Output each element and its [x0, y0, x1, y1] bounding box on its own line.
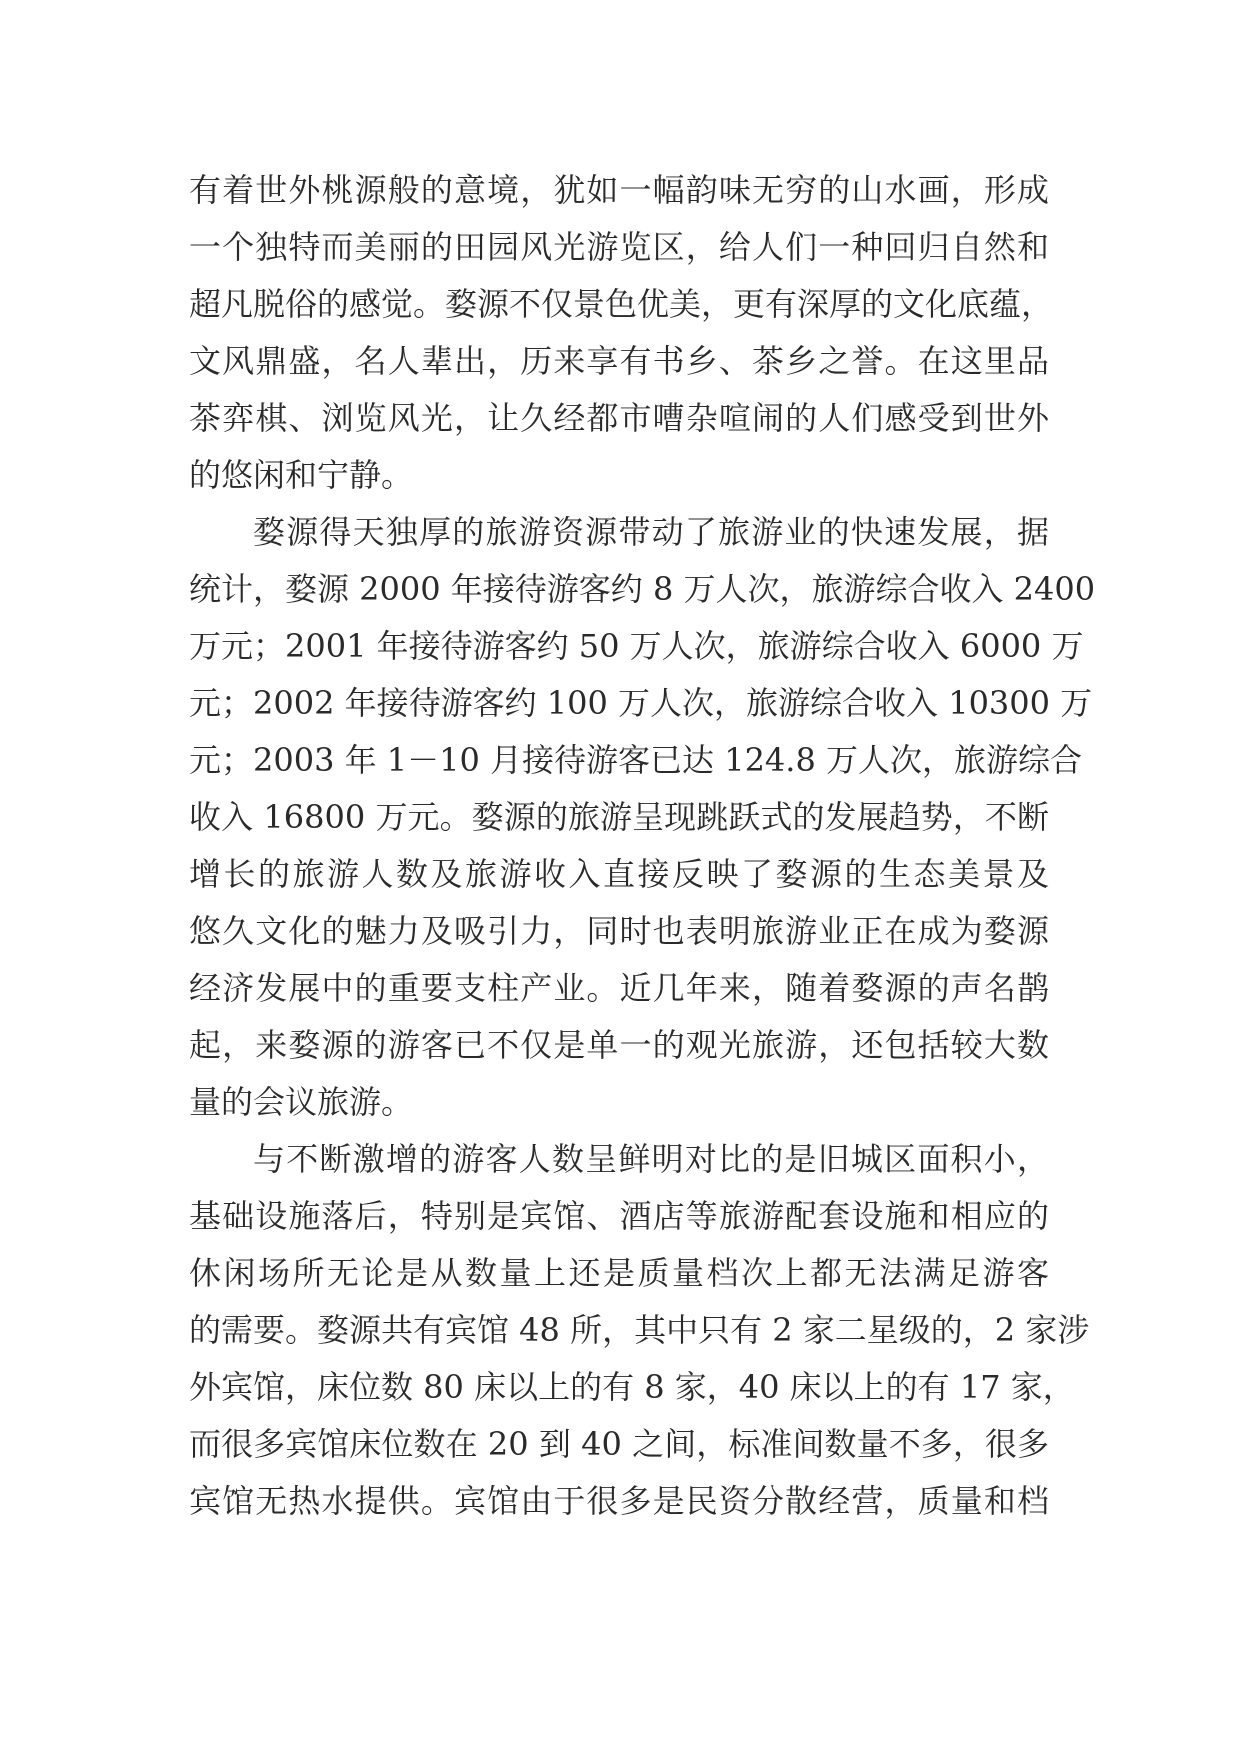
text-line: 收入 16800 万元。婺源的旅游呈现跳跃式的发展趋势，不断: [189, 798, 1049, 836]
text-line: 而很多宾馆床位数在 20 到 40 之间，标准间数量不多，很多: [189, 1425, 1049, 1463]
text-line: 统计，婺源 2000 年接待游客约 8 万人次，旅游综合收入 2400: [189, 570, 1096, 608]
text-line: 与不断激增的游客人数呈鲜明对比的是旧城区面积小，: [253, 1140, 1049, 1178]
text-line: 文风鼎盛，名人辈出，历来享有书乡、茶乡之誉。在这里品: [189, 342, 1049, 380]
text-line: 万元；2001 年接待游客约 50 万人次，旅游综合收入 6000 万: [189, 627, 1084, 665]
text-line: 一个独特而美丽的田园风光游览区，给人们一种回归自然和: [189, 228, 1049, 266]
text-line: 的需要。婺源共有宾馆 48 所，其中只有 2 家二星级的，2 家涉: [189, 1311, 1090, 1349]
text-line: 起，来婺源的游客已不仅是单一的观光旅游，还包括较大数: [189, 1026, 1049, 1064]
text-line: 茶弈棋、浏览风光，让久经都市嘈杂喧闹的人们感受到世外: [189, 399, 1049, 437]
text-line: 宾馆无热水提供。宾馆由于很多是民资分散经营，质量和档: [189, 1482, 1049, 1520]
text-line: 婺源得天独厚的旅游资源带动了旅游业的快速发展，据: [253, 513, 1049, 551]
paragraph-1: [189, 162, 1054, 504]
text-line: 元；2003 年 1－10 月接待游客已达 124.8 万人次，旅游综合: [189, 741, 1082, 779]
text-line: 超凡脱俗的感觉。婺源不仅景色优美，更有深厚的文化底蕴，: [189, 285, 1054, 323]
text-line: 基础设施落后，特别是宾馆、酒店等旅游配套设施和相应的: [189, 1197, 1049, 1235]
text-line: 休闲场所无论是从数量上还是质量档次上都无法满足游客: [189, 1254, 1049, 1292]
text-line: 增长的旅游人数及旅游收入直接反映了婺源的生态美景及: [189, 855, 1049, 893]
paragraph-2: [189, 504, 1096, 1131]
text-line: 悠久文化的魅力及吸引力，同时也表明旅游业正在成为婺源: [189, 912, 1049, 950]
text-line: 经济发展中的重要支柱产业。近几年来，随着婺源的声名鹊: [189, 969, 1049, 1007]
text-line: 元；2002 年接待游客约 100 万人次，旅游综合收入 10300 万: [189, 684, 1093, 722]
text-line: 有着世外桃源般的意境，犹如一幅韵味无穷的山水画，形成: [189, 171, 1049, 209]
document-page: [189, 162, 1096, 1530]
text-line: 量的会议旅游。: [189, 1083, 414, 1121]
text-line: 外宾馆，床位数 80 床以上的有 8 家，40 床以上的有 17 家，: [189, 1368, 1075, 1406]
paragraph-3: [189, 1131, 1090, 1530]
text-line: 的悠闲和宁静。: [189, 456, 414, 494]
